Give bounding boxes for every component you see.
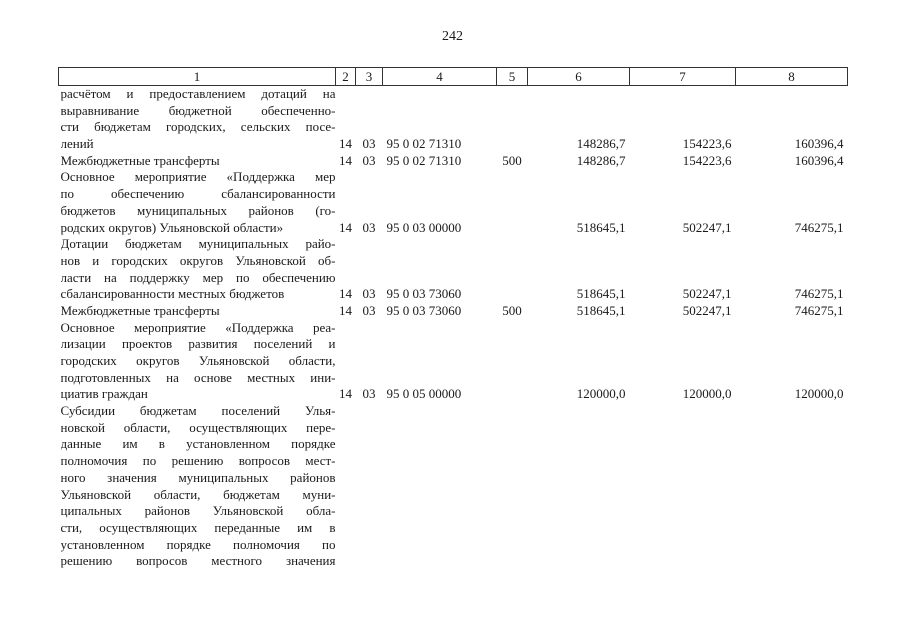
- amount-year-2: 502247,1: [682, 286, 732, 302]
- description-line: Дотации бюджетам муниципальных райо-: [60, 236, 336, 252]
- row-description: [59, 153, 336, 170]
- subsection-code: 03: [362, 136, 376, 152]
- amount-year-2: 154223,6: [682, 152, 732, 168]
- row-description: [59, 320, 336, 403]
- table-row: [59, 303, 848, 320]
- section-code: 14: [339, 136, 352, 152]
- column-header: 4: [383, 68, 497, 86]
- expense-type-code: [497, 403, 528, 570]
- amount-year-2: 154223,6: [682, 136, 732, 152]
- description-line: Ульяновской области, бюджетам муни-: [60, 486, 336, 502]
- subsection-code: 03: [362, 386, 376, 402]
- table-row: [59, 320, 848, 403]
- table-body: [59, 86, 848, 570]
- description-line: расчётом и предоставлением дотаций на: [60, 86, 336, 101]
- row-description: [59, 86, 336, 153]
- amount-year-2: 502247,1: [682, 219, 732, 235]
- description-line: ласти на поддержку мер по обеспечению: [60, 269, 336, 285]
- section-code: 14: [339, 219, 352, 235]
- amount-year-3: [736, 403, 848, 570]
- description-line: установленном порядке полномочия по: [60, 536, 336, 552]
- subsection-code: 03: [362, 152, 376, 168]
- column-header: 7: [630, 68, 736, 86]
- description-line: подготовленных на основе местных ини-: [60, 369, 336, 385]
- amount-year-1: 148286,7: [576, 136, 626, 152]
- description-line: лений: [60, 136, 94, 152]
- target-article-code: 95 0 03 73060: [386, 286, 462, 302]
- amount-year-3: 746275,1: [794, 219, 844, 235]
- table-row: [59, 169, 848, 236]
- description-line: ного значения муниципальных районов: [60, 469, 336, 485]
- section-code: 14: [339, 152, 352, 168]
- description-line: Межбюджетные трансферты: [60, 302, 220, 318]
- column-header: 5: [497, 68, 528, 86]
- row-description: [59, 236, 336, 303]
- expense-type-code: [497, 320, 528, 403]
- amount-year-1: [528, 403, 630, 570]
- amount-year-3: 746275,1: [794, 302, 844, 318]
- amount-year-1: 120000,0: [576, 386, 626, 402]
- budget-table: [58, 67, 848, 570]
- subsection-code: 03: [362, 286, 376, 302]
- amount-year-3: 746275,1: [794, 286, 844, 302]
- column-header: 6: [528, 68, 630, 86]
- description-line: Межбюджетные трансферты: [60, 152, 220, 168]
- row-description: [59, 403, 336, 570]
- target-article-code: 95 0 03 00000: [386, 219, 462, 235]
- section-code: 14: [339, 386, 352, 402]
- amount-year-3: 160396,4: [794, 136, 844, 152]
- expense-type-code: 500: [502, 302, 522, 318]
- target-article-code: 95 0 03 73060: [386, 302, 462, 318]
- description-line: Основное мероприятие «Поддержка мер: [60, 169, 336, 185]
- description-line: циатив граждан: [60, 386, 148, 402]
- expense-type-code: [497, 86, 528, 153]
- section-code: 14: [339, 302, 352, 318]
- column-header: 2: [336, 68, 356, 86]
- description-line: нов и городских округов Ульяновской об-: [60, 252, 336, 268]
- expense-type-code: 500: [502, 152, 522, 168]
- amount-year-2: 502247,1: [682, 302, 732, 318]
- section-code: [336, 403, 356, 570]
- amount-year-3: 120000,0: [794, 386, 844, 402]
- amount-year-1: 518645,1: [576, 219, 626, 235]
- description-line: Основное мероприятие «Поддержка реа-: [60, 319, 336, 335]
- table-row: [59, 86, 848, 153]
- column-header: 3: [356, 68, 383, 86]
- table-row: [59, 236, 848, 303]
- row-description: [59, 303, 336, 320]
- subsection-code: 03: [362, 302, 376, 318]
- description-line: сти, осуществляющих переданные им в: [60, 519, 336, 535]
- amount-year-1: 148286,7: [576, 152, 626, 168]
- description-line: ципальных районов Ульяновской обла-: [60, 503, 336, 519]
- page-number: 242: [442, 29, 463, 44]
- column-header: 8: [736, 68, 848, 86]
- amount-year-1: 518645,1: [576, 302, 626, 318]
- amount-year-1: 518645,1: [576, 286, 626, 302]
- description-line: бюджетов муниципальных районов (го-: [60, 202, 336, 218]
- row-description: [59, 169, 336, 236]
- description-line: лизации проектов развития поселений и: [60, 336, 336, 352]
- description-line: родских округов) Ульяновской области»: [60, 219, 284, 235]
- column-header: 1: [59, 68, 336, 86]
- target-article-code: 95 0 02 71310: [386, 152, 462, 168]
- expense-type-code: [497, 236, 528, 303]
- table-header: [59, 68, 848, 86]
- amount-year-2: [630, 403, 736, 570]
- description-line: данные им в установленном порядке: [60, 436, 336, 452]
- section-code: 14: [339, 286, 352, 302]
- description-line: новской области, осуществляющих пере-: [60, 419, 336, 435]
- description-line: сти бюджетам городских, сельских посе-: [60, 119, 336, 135]
- description-line: по обеспечению сбалансированности: [60, 186, 336, 202]
- target-article-code: [383, 403, 497, 570]
- table-row: [59, 403, 848, 570]
- subsection-code: 03: [362, 219, 376, 235]
- header-row: [59, 68, 848, 86]
- table-row: [59, 153, 848, 170]
- description-line: Субсидии бюджетам поселений Улья-: [60, 403, 336, 419]
- amount-year-3: 160396,4: [794, 152, 844, 168]
- description-line: городских округов Ульяновской области,: [60, 353, 336, 369]
- target-article-code: 95 0 02 71310: [386, 136, 462, 152]
- description-line: полномочия по решению вопросов мест-: [60, 453, 336, 469]
- description-line: сбалансированности местных бюджетов: [60, 286, 285, 302]
- description-line: решению вопросов местного значения: [60, 553, 336, 569]
- amount-year-2: 120000,0: [682, 386, 732, 402]
- description-line: выравнивание бюджетной обеспеченно-: [60, 102, 336, 118]
- subsection-code: [356, 403, 383, 570]
- expense-type-code: [497, 169, 528, 236]
- target-article-code: 95 0 05 00000: [386, 386, 462, 402]
